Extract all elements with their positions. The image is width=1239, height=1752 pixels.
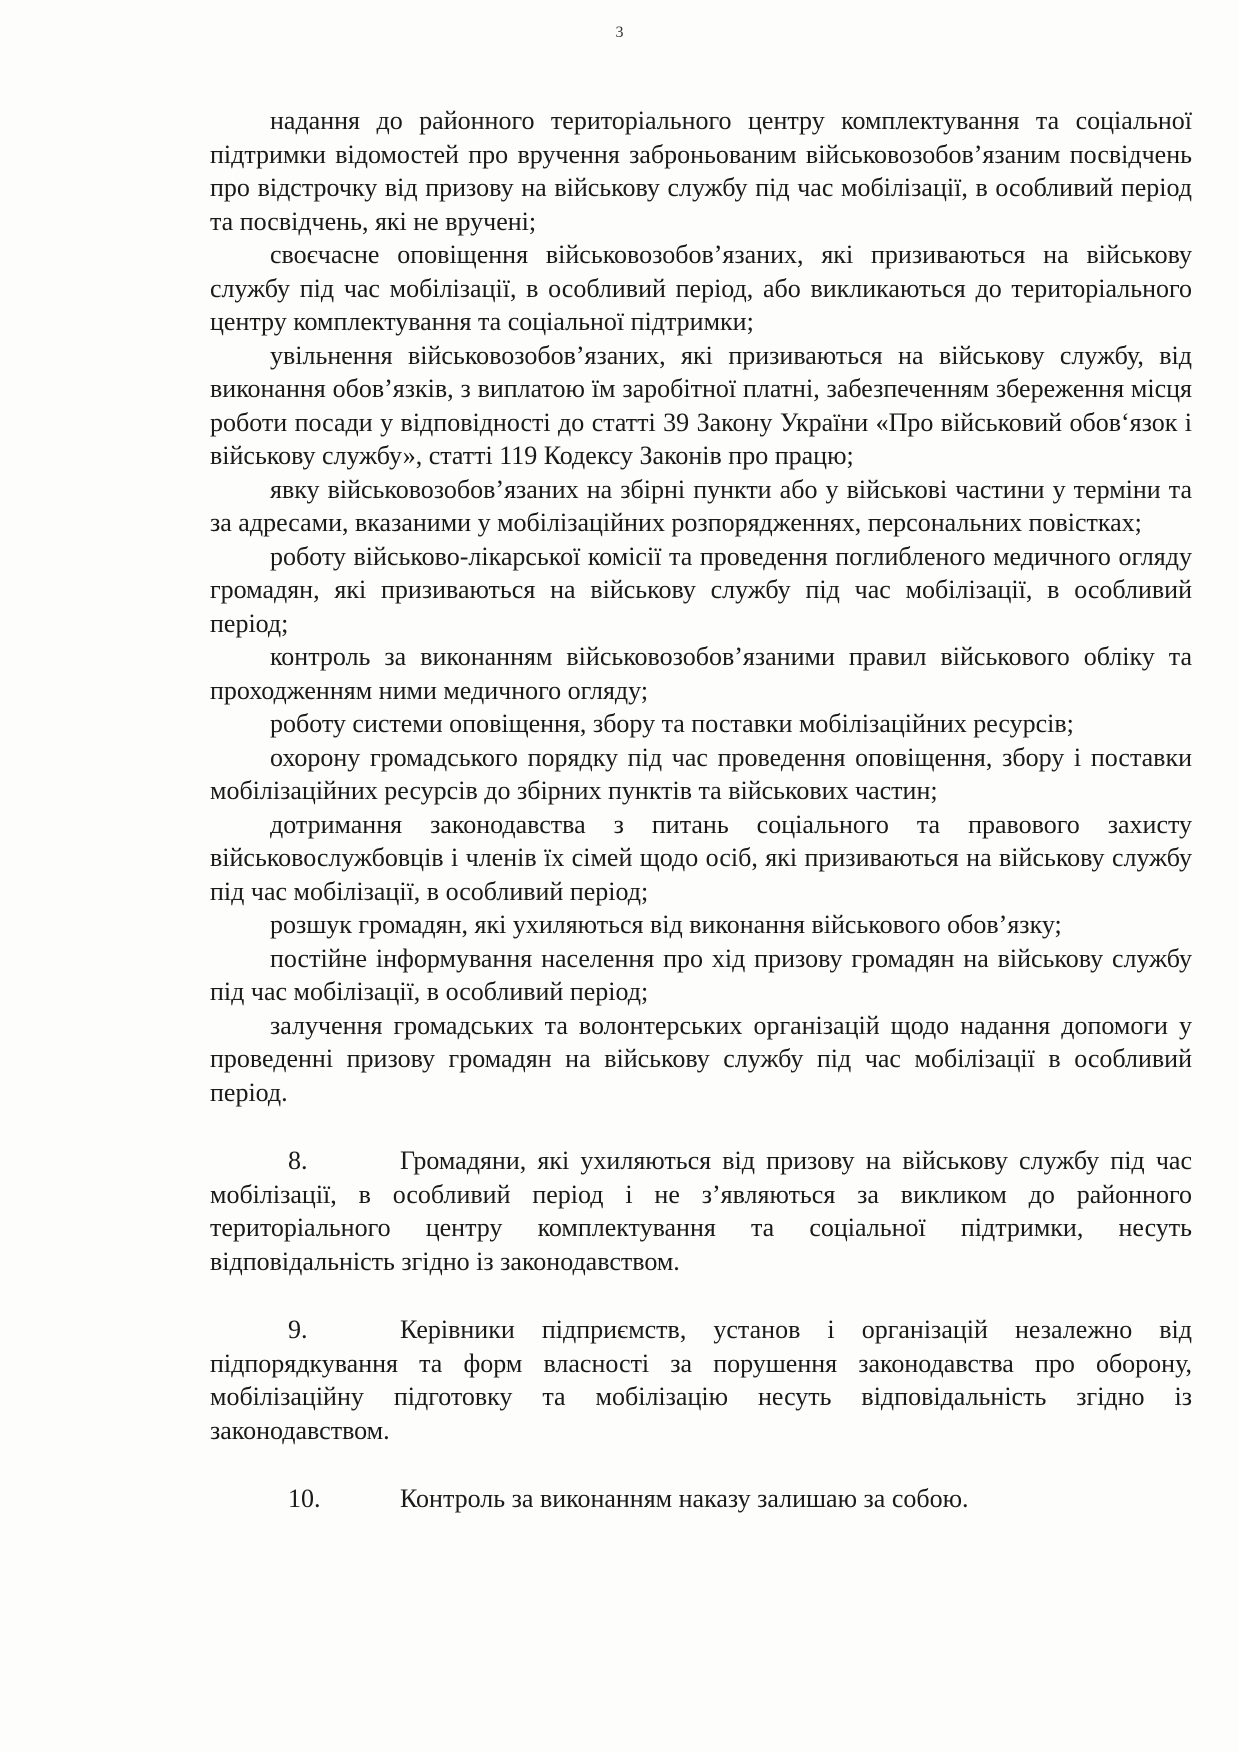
paragraph-number: 8. — [288, 1146, 308, 1175]
list-item: постійне інформування населення про хід призову громадян на військову службу під час мобілізації, в особливий період; — [210, 943, 1192, 1006]
list-item: залучення громадських та волонтерських організацій щодо надання допомоги у проведенні призову громадян на військову службу під час мобілізації в особливий період. — [210, 1010, 1192, 1107]
list-item: контроль за виконанням військовозобов’язаними правил військового обліку та проходженням ними медичного огляду; — [210, 642, 1192, 705]
list-item: охорону громадського порядку під час проведення оповіщення, збору і поставки мобілізаційних ресурсів до збірних пунктів та військових частин; — [210, 742, 1192, 805]
list-item: розшук громадян, які ухиляються від виконання військового обов’язку; — [270, 910, 1062, 939]
list-item: увільнення військовозобов’язаних, які призиваються на військову службу, від виконання обов’язків, з виплатою їм заробітної платні, забезпеченням збереження місця роботи посади у відповідності до статті 39 Закону України «Про військовий обов‘язок і військову службу», статті 119 Кодексу Законів про працю; — [210, 340, 1192, 470]
list-item: дотримання законодавства з питань соціального та правового захисту військовослужбовців і членів їх сімей щодо осіб, які призиваються на військову службу під час мобілізації, в особливий період; — [210, 809, 1192, 906]
page-number: 3 — [615, 24, 624, 41]
numbered-paragraph-8 — [210, 1144, 1192, 1278]
paragraph-text: Керівники підприємств, установ і організацій незалежно від підпорядкування та форм власності за порушення законодавства про оборону, мобілізаційну підготовку та мобілізацію несуть відповідальність згідно із законодавством. — [210, 1315, 1192, 1445]
numbered-paragraph-10 — [210, 1482, 1192, 1516]
paragraph-text: Контроль за виконанням наказу залишаю за собою. — [400, 1484, 969, 1513]
list-item: роботу військово-лікарської комісії та проведення поглибленого медичного огляду громадян, які призиваються на військову службу під час мобілізації, в особливий період; — [210, 541, 1192, 638]
list-item: роботу системи оповіщення, збору та поставки мобілізаційних ресурсів; — [270, 709, 1074, 738]
paragraph-number: 9. — [288, 1315, 308, 1344]
list-item: явку військовозобов’язаних на збірні пункти або у військові частини у терміни та за адресами, вказаними у мобілізаційних розпорядженнях, персональних повістках; — [210, 474, 1192, 537]
numbered-paragraph-9 — [210, 1313, 1192, 1447]
list-item: своєчасне оповіщення військовозобов’язаних, які призиваються на військову службу під час мобілізації, в особливий період, або викликаються до територіального центру комплектування та соціальної підтримки; — [210, 240, 1192, 336]
paragraph-text: Громадяни, які ухиляються від призову на військову службу під час мобілізації, в особливий період і не з’являються за викликом до районного територіального центру комплектування та соціальної підтримки, несуть відповідальність згідно із законодавством. — [210, 1146, 1192, 1276]
list-item: надання до районного територіального центру комплектування та соціальної підтримки відомостей про вручення заброньованим військовозобов’язаним посвідчень про відстрочку від призову на військову службу під час мобілізації, в особливий період та посвідчень, які не вручені; — [210, 106, 1192, 236]
paragraph-number: 10. — [288, 1484, 321, 1513]
document-body — [210, 104, 1192, 1516]
